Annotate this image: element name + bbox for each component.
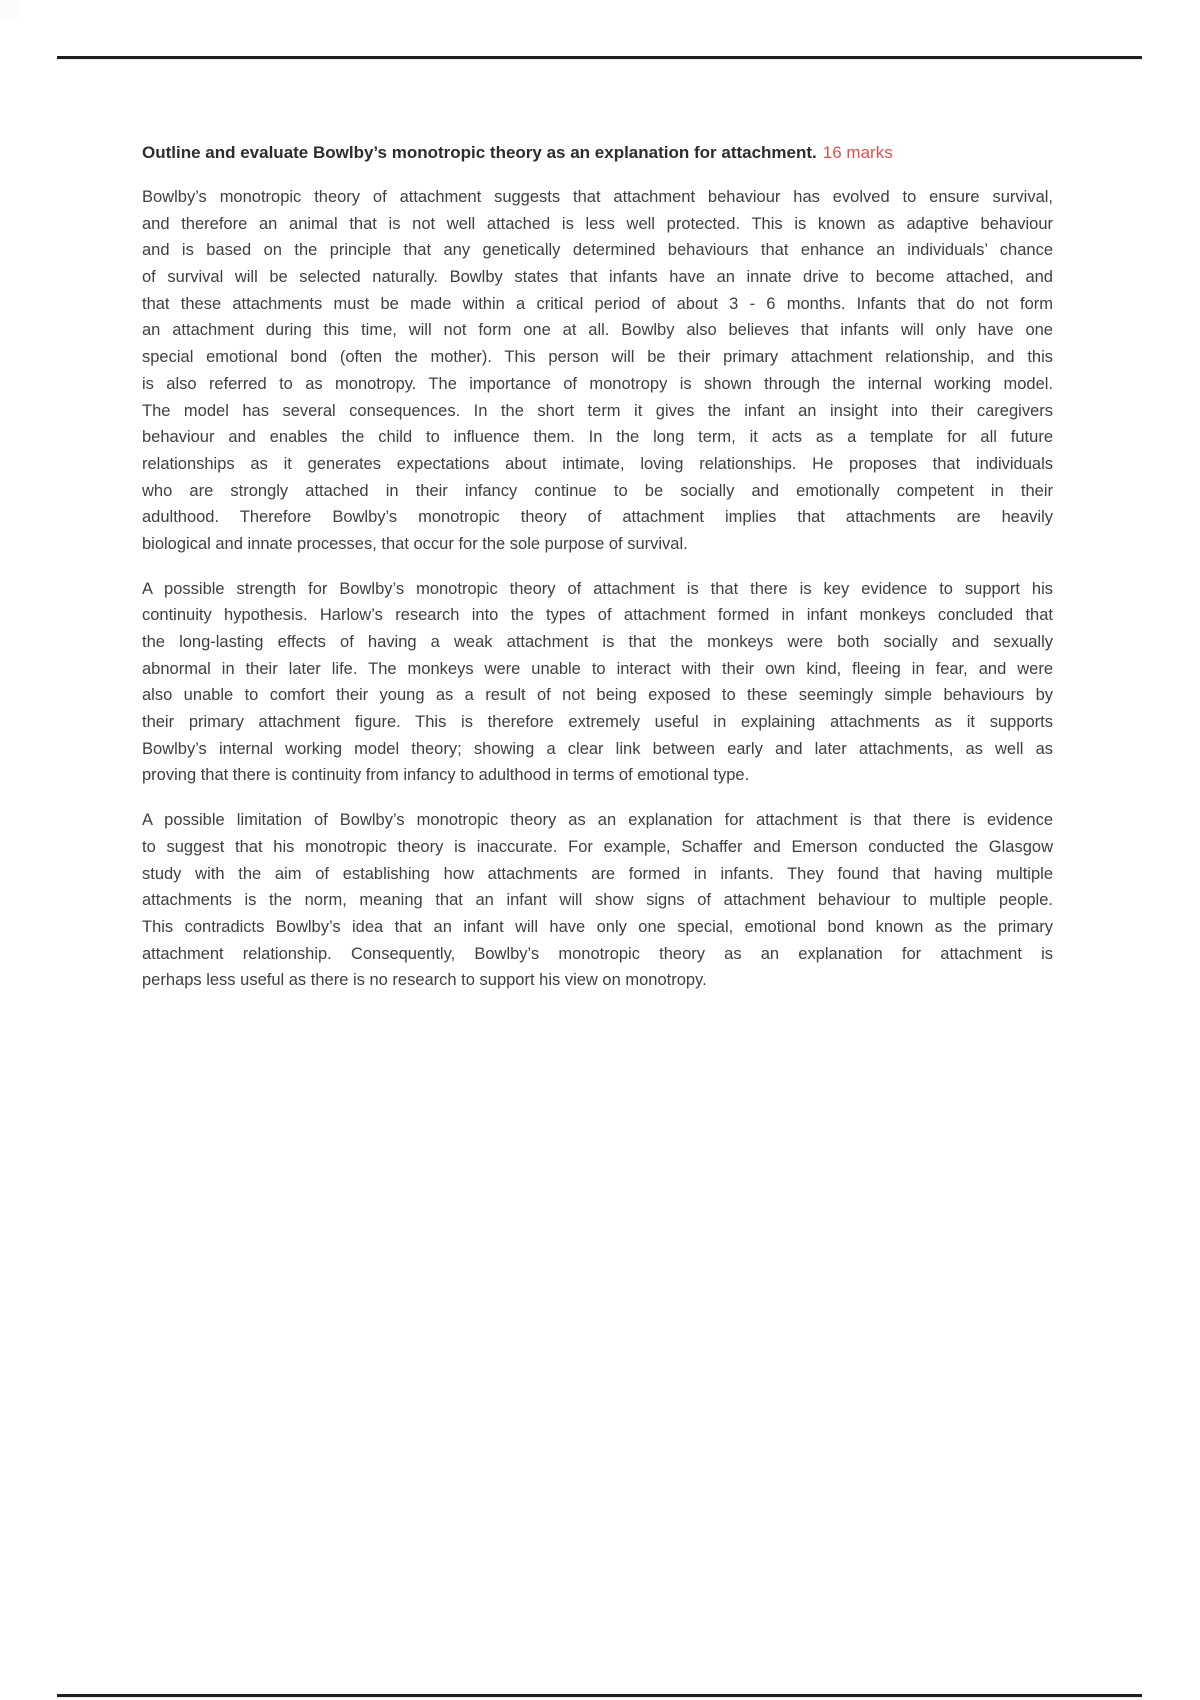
text-line: and therefore an animal that is not well attached is less well protected. This is known as adaptive behaviour (142, 214, 1053, 233)
text-line: Bowlby’s monotropic theory of attachment suggests that attachment behaviour has evolved to ensure survival, (142, 188, 1053, 206)
text-line: attachments is the norm, meaning that an infant will show signs of attachment behaviour to multiple people. (142, 891, 1053, 910)
text-line: continuity hypothesis. Harlow’s research into the types of attachment formed in infant monkeys concluded that (142, 606, 1053, 625)
text-line: abnormal in their later life. The monkeys were unable to interact with their own kind, fleeing in fear, and were (142, 659, 1053, 678)
text-line: behaviour and enables the child to influence them. In the long term, it acts as a template for all future (142, 428, 1053, 447)
essay-question-title (142, 140, 1053, 166)
marks-label: 16 marks (822, 143, 893, 162)
text-line: proving that there is continuity from infancy to adulthood in terms of emotional type. (142, 766, 750, 785)
paragraph-limitation (142, 807, 1053, 994)
paragraph-outline (142, 184, 1053, 558)
question-text: Outline and evaluate Bowlby’s monotropic theory as an explanation for attachment. (142, 143, 817, 162)
text-line: special emotional bond (often the mother). This person will be their primary attachment relationship, and this (142, 348, 1053, 367)
text-line: A possible strength for Bowlby’s monotropic theory of attachment is that there is key evidence to support his (142, 579, 1053, 598)
document-body (142, 140, 1053, 994)
text-line: of survival will be selected naturally. Bowlby states that infants have an innate drive to become attached, and (142, 268, 1053, 287)
text-line: an attachment during this time, will not form one at all. Bowlby also believes that infants will only have one (142, 321, 1053, 340)
text-line: relationships as it generates expectations about intimate, loving relationships. He proposes that individuals (142, 454, 1053, 473)
text-line: to suggest that his monotropic theory is inaccurate. For example, Schaffer and Emerson conducted the Glasgow (142, 837, 1053, 856)
text-line: perhaps less useful as there is no research to support his view on monotropy. (142, 971, 707, 990)
text-line: the long-lasting effects of having a weak attachment is that the monkeys were both socially and sexually (142, 633, 1053, 651)
text-line: Bowlby’s internal working model theory; showing a clear link between early and later attachments, as well as (142, 739, 1053, 758)
text-line: that these attachments must be made within a critical period of about 3 - 6 months. Infants that do not form (142, 294, 1053, 313)
text-line: who are strongly attached in their infancy continue to be socially and emotionally competent in their (142, 481, 1053, 500)
text-line: also unable to comfort their young as a result of not being exposed to these seemingly simple behaviours by (142, 686, 1053, 705)
text-line: and is based on the principle that any genetically determined behaviours that enhance an individuals’ chance (142, 241, 1053, 260)
header-rule (57, 56, 1142, 59)
text-line: study with the aim of establishing how attachments are formed in infants. They found that having multiple (142, 864, 1053, 883)
text-line: is also referred to as monotropy. The importance of monotropy is shown through the internal working model. (142, 374, 1053, 393)
text-line: their primary attachment figure. This is therefore extremely useful in explaining attachments as it supports (142, 713, 1053, 732)
footer-rule (57, 1694, 1142, 1697)
text-line: The model has several consequences. In the short term it gives the infant an insight into their caregivers (142, 401, 1053, 420)
paragraph-strength (142, 576, 1053, 790)
text-line: biological and innate processes, that occur for the sole purpose of survival. (142, 534, 688, 553)
text-line: A possible limitation of Bowlby’s monotropic theory as an explanation for attachment is that there is evidence (142, 811, 1053, 830)
text-line: adulthood. Therefore Bowlby’s monotropic theory of attachment implies that attachments are heavily (142, 508, 1053, 527)
text-line: This contradicts Bowlby’s idea that an infant will have only one special, emotional bond known as the primary (142, 917, 1053, 936)
text-line: attachment relationship. Consequently, Bowlby’s monotropic theory as an explanation for attachment is (142, 944, 1053, 963)
page-corner-artifact (0, 0, 18, 18)
